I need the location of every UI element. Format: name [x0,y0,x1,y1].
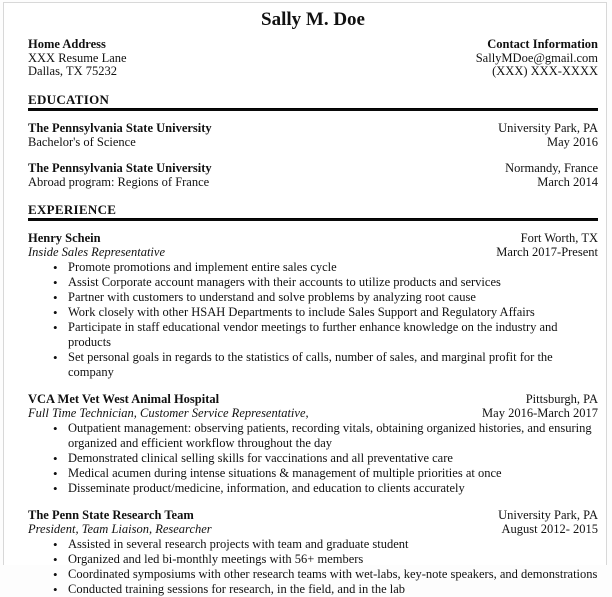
school-location: University Park, PA [498,120,598,135]
bullet-item: • Organized and led bi-monthly meetings with 56+ members [28,552,598,567]
job-title: Inside Sales Representative [28,244,165,259]
resume-page [3,2,607,596]
school-location: Normandy, France [505,160,598,175]
section-title-experience: EXPERIENCE [28,201,117,217]
employer-name: VCA Met Vet West Animal Hospital [28,391,220,406]
education-entry [28,161,598,189]
home-address-title: Home Address [28,37,106,51]
bullet-list [28,260,598,380]
school-name: The Pennsylvania State University [28,120,212,135]
contact-email: SallyMDoe@gmail.com [475,50,598,65]
section-experience [28,203,598,597]
employment-dates: August 2012- 2015 [501,521,598,536]
contact-header [28,38,598,79]
bullet-item: • Partner with customers to understand and solve problems by analyzing root cause [28,290,598,305]
bullet-list [28,421,598,496]
job-title: Full Time Technician, Customer Service Representative, [28,405,309,420]
bullet-item: • Conducted training sessions for research, in the field, and in the lab [28,582,598,597]
bullet-item: • Promote promotions and implement entire sales cycle [28,260,598,275]
contact-phone: (XXX) XXX-XXXX [492,64,598,78]
graduation-date: March 2014 [537,174,598,189]
bullet-item: • Participate in staff educational vendor meetings to further enhance knowledge on the industry and products [28,320,598,350]
bullet-item: • Demonstrated clinical selling skills for vaccinations and all preventative care [28,451,598,466]
bullet-list [28,537,598,597]
employer-name: Henry Schein [28,230,101,245]
experience-entry [28,231,598,380]
bullet-item: • Coordinated symposiums with other research teams with wet-labs, key-note speakers, and demonstrations [28,567,598,582]
home-address-street: XXX Resume Lane [28,50,127,65]
resume-name: Sally M. Doe [261,9,365,30]
section-education [28,93,598,189]
section-divider [28,218,598,221]
bullet-item: • Assist Corporate account managers with their accounts to utilize products and services [28,275,598,290]
bullet-item: • Assisted in several research projects with team and graduate student [28,537,598,552]
job-title: President, Team Liaison, Researcher [28,521,212,536]
graduation-date: May 2016 [546,134,598,149]
employer-name: The Penn State Research Team [28,507,194,522]
bullet-item: • Set personal goals in regards to the statistics of calls, number of sales, and marginal profit for the company [28,350,598,380]
home-address-block [28,38,127,79]
education-entry [28,121,598,149]
employer-location: Fort Worth, TX [520,230,598,245]
bullet-item: • Medical acumen during intense situations & management of multiple priorities at once [28,466,598,481]
employer-location: University Park, PA [498,507,598,522]
experience-entry [28,392,598,496]
employment-dates: May 2016-March 2017 [482,405,598,420]
bullet-item: • Disseminate product/medicine, information, and education to clients accurately [28,481,598,496]
bullet-item: • Outpatient management: observing patients, recording vitals, obtaining organized histories, and ensuring organized and efficient workflow throughout the day [28,421,598,451]
experience-entry [28,508,598,597]
contact-info-title: Contact Information [487,37,598,51]
bullet-item: • Work closely with other HSAH Departments to include Sales Support and Regulatory Affairs [28,305,598,320]
section-divider [28,108,598,111]
degree: Bachelor's of Science [28,134,136,149]
employer-location: Pittsburgh, PA [525,391,598,406]
contact-info-block [476,38,598,79]
school-name: The Pennsylvania State University [28,160,212,175]
home-address-city: Dallas, TX 75232 [28,64,117,78]
degree: Abroad program: Regions of France [28,174,210,189]
employment-dates: March 2017-Present [496,244,598,259]
section-title-education: EDUCATION [28,91,110,107]
